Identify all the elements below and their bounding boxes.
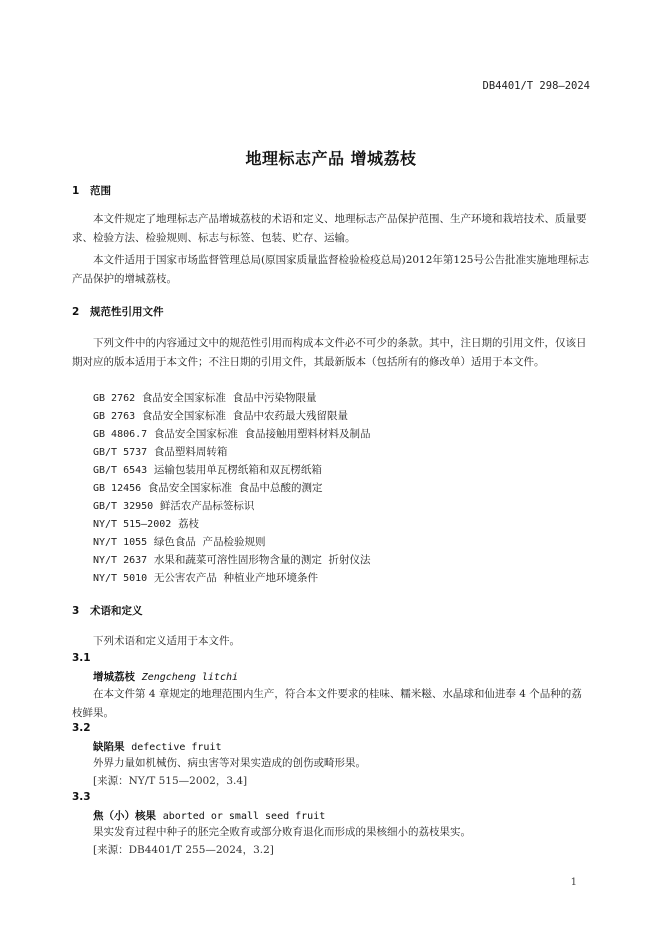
page-number: 1 [570,877,577,888]
term-name [93,669,238,684]
term-definition: 在本文件第 4 章规定的地理范围内生产，符合本文件要求的桂味、糯米糍、水晶球和仙进奉 4 个品种的荔枝鲜果。 [72,688,582,719]
reference-code: GB 2762 [93,393,136,404]
section-3-heading [72,603,143,618]
reference-code: GB 12456 [93,483,142,494]
section-3-intro: 下列术语和定义适用于本文件。 [93,635,240,647]
reference-title: 食品安全国家标准 食品接触用塑料材料及制品 [153,428,371,440]
section-title: 范围 [90,185,111,197]
reference-title: 无公害农产品 种植业产地环境条件 [153,572,319,584]
reference-item [93,462,322,477]
reference-code: GB/T 6543 [93,465,148,476]
term-name-zh: 缺陷果 [93,741,125,753]
section-1-paragraph-1: 本文件规定了地理标志产品增城荔枝的术语和定义、地理标志产品保护范围、生产环境和栽培技术、质量要求、检验方法、检验规则、标志与标签、包装、贮存、运输。 [72,213,587,244]
section-title: 规范性引用文件 [90,306,164,318]
reference-item [93,516,199,531]
term-number: 3.2 [72,722,91,734]
term-name-en: Zengcheng litchi [141,672,239,683]
reference-title: 食品安全国家标准 食品中总酸的测定 [147,482,323,494]
reference-title: 绿色食品 产品检验规则 [153,536,266,548]
reference-code: NY/T 1055 [93,537,148,548]
term-number: 3.3 [72,791,91,803]
reference-item [93,390,317,405]
reference-title: 食品安全国家标准 食品中农药最大残留限量 [141,410,349,422]
term-name [93,808,325,823]
document-title: 地理标志产品 增城荔枝 [245,149,417,168]
reference-title: 荔枝 [177,518,199,530]
document-code: DB4401/T 298—2024 [482,80,590,92]
term-name-en: aborted or small seed fruit [162,811,326,822]
reference-title: 鲜活农产品标签标识 [159,500,255,512]
reference-item [93,552,371,567]
reference-title: 食品安全国家标准 食品中污染物限量 [141,392,317,404]
reference-code: GB/T 5737 [93,447,148,458]
reference-code: GB 2763 [93,411,136,422]
term-source: [来源：NY/T 515—2002，3.4] [93,775,248,787]
section-number: 2 [72,306,80,318]
reference-item [93,480,323,495]
section-2-intro: 下列文件中的内容通过文中的规范性引用而构成本文件必不可少的条款。其中，注日期的引用文件，仅该日期对应的版本适用于本文件；不注日期的引用文件，其最新版本（包括所有的修改单）适用于本文件。 [72,337,587,368]
term-name-zh: 增城荔枝 [93,671,135,683]
term-number: 3.1 [72,652,91,664]
reference-code: GB/T 32950 [93,501,154,512]
reference-code: GB 4806.7 [93,429,148,440]
term-name-zh: 焦（小）核果 [93,810,156,822]
reference-title: 水果和蔬菜可溶性固形物含量的测定 折射仪法 [153,554,371,566]
section-number: 1 [72,185,80,197]
section-1-heading [72,183,111,198]
term-name-en: defective fruit [131,742,222,753]
term-name [93,739,222,754]
reference-code: NY/T 515—2002 [93,519,172,530]
term-definition: 果实发育过程中种子的胚完全败育或部分败育退化而形成的果核细小的荔枝果实。 [93,826,471,838]
reference-item [93,570,318,585]
term-definition: 外界力量如机械伤、病虫害等对果实造成的创伤或畸形果。 [93,757,366,769]
section-title: 术语和定义 [90,605,143,617]
reference-item [93,426,371,441]
term-source: [来源：DB4401/T 255—2024，3.2] [93,844,274,856]
section-number: 3 [72,605,80,617]
section-2-heading [72,304,164,319]
reference-item [93,408,348,423]
reference-item [93,444,227,459]
reference-item [93,498,254,513]
reference-item [93,534,266,549]
reference-title: 运输包装用单瓦楞纸箱和双瓦楞纸箱 [153,464,322,476]
section-1-paragraph-2: 本文件适用于国家市场监督管理总局(原国家质量监督检验检疫总局)2012年第125号公告批准实施地理标志产品保护的增城荔枝。 [72,254,589,285]
reference-title: 食品塑料周转箱 [153,446,228,458]
reference-code: NY/T 2637 [93,555,148,566]
reference-code: NY/T 5010 [93,573,148,584]
